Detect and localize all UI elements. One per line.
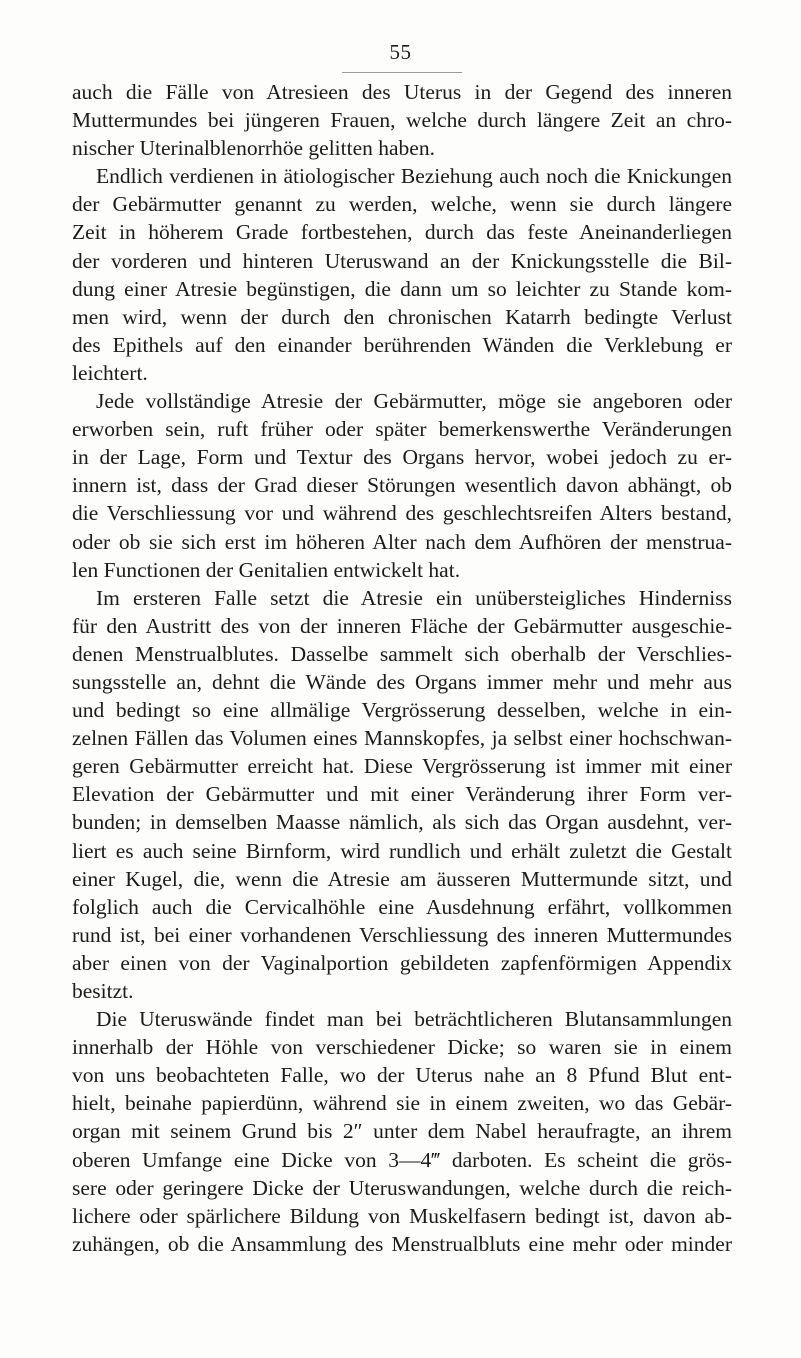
text-line: für den Austritt des von der inneren Fläche der Gebärmutter ausgeschie- [72,613,732,638]
text-line: hielt, beinahe papierdünn, während sie in einem zweiten, wo das Gebär- [72,1091,732,1116]
text-line: auch die Fälle von Atresieen des Uterus in der Gegend des inneren [72,80,732,104]
body-text [72,78,732,1258]
text-line: besitzt. [72,979,134,1003]
text-line: nischer Uterinalblenorrhöe gelitten haben. [72,136,435,161]
text-line: sungsstelle an, dehnt die Wände des Organs immer mehr und mehr aus [72,669,732,694]
text-line: Muttermundes bei jüngeren Frauen, welche durch längere Zeit an chro- [72,108,732,133]
text-line: aber einen von der Vaginalportion gebildeten zapfenförmigen Appendix [72,950,732,975]
text-line: folglich auch die Cervicalhöhle eine Ausdehnung erfährt, vollkommen [72,894,732,919]
text-line: der vorderen und hinteren Uteruswand an der Knickungsstelle die Bil- [72,248,732,273]
text-line: die Verschliessung vor und während des geschlechtsreifen Alters bestand, [72,501,732,526]
text-line: in der Lage, Form und Textur des Organs hervor, wobei jedoch zu er- [72,445,732,470]
text-line: leichtert. [72,360,148,385]
text-line: len Functionen der Genitalien entwickelt hat. [72,557,461,582]
text-line: zuhängen, ob die Ansammlung des Menstrualbluts eine mehr oder minder [72,1231,732,1256]
text-line: Endlich verdienen in ätiologischer Beziehung auch noch die Knickungen [96,164,732,189]
text-line: und bedingt so eine allmälige Vergrösserung desselben, welche in ein- [72,698,732,723]
text-line: dung einer Atresie begünstigen, die dann um so leichter zu Stande kom- [72,276,732,301]
page-number-rule [342,72,462,73]
text-line: bunden; in demselben Maasse nämlich, als sich das Organ ausdehnt, ver- [72,810,732,835]
text-line: Die Uteruswände findet man bei beträchtlicheren Blutansammlungen [96,1007,732,1032]
text-line: rund ist, bei einer vorhandenen Verschliessung des inneren Muttermundes [72,922,732,947]
text-line: organ mit seinem Grund bis 2″ unter dem Nabel heraufragte, an ihrem [72,1119,732,1144]
page-number: 55 [389,40,412,64]
text-line: denen Menstrualblutes. Dasselbe sammelt sich oberhalb der Verschlies- [72,641,732,666]
text-line: oder ob sie sich erst im höheren Alter nach dem Aufhören der menstrua- [72,529,732,554]
text-line: einer Kugel, die, wenn die Atresie am äusseren Muttermunde sitzt, und [72,866,732,891]
text-line: innern ist, dass der Grad dieser Störungen wesentlich davon abhängt, ob [72,473,732,498]
text-line: sere oder geringere Dicke der Uteruswandungen, welche durch die reich- [72,1175,732,1200]
text-line: oberen Umfange eine Dicke von 3—4‴ darboten. Es scheint die grös- [72,1147,732,1172]
text-line: liert es auch seine Birnform, wird rundlich und erhält zuletzt die Gestalt [72,838,732,863]
text-line: zelnen Fällen das Volumen eines Mannskopfes, ja selbst einer hochschwan- [72,726,732,751]
text-line: des Epithels auf den einander berührenden Wänden die Verklebung er [72,332,732,357]
text-line: Zeit in höherem Grade fortbestehen, durch das feste Aneinanderliegen [72,220,732,245]
text-line: Jede vollständige Atresie der Gebärmutter, möge sie angeboren oder [96,389,732,414]
text-line: Im ersteren Falle setzt die Atresie ein unübersteigliches Hinderniss [96,585,732,610]
text-line: men wird, wenn der durch den chronischen Katarrh bedingte Verlust [72,304,732,329]
text-line: der Gebärmutter genannt zu werden, welche, wenn sie durch längere [72,192,732,217]
text-line: geren Gebärmutter erreicht hat. Diese Vergrösserung ist immer mit einer [72,754,732,779]
text-line: innerhalb der Höhle von verschiedener Dicke; so waren sie in einem [72,1035,732,1060]
text-line: erworben sein, ruft früher oder später bemerkenswerthe Veränderungen [72,417,732,442]
text-line: Elevation der Gebärmutter und mit einer Veränderung ihrer Form ver- [72,782,732,807]
text-line: von uns beobachteten Falle, wo der Uterus nahe an 8 Pfund Blut ent- [72,1063,732,1088]
text-line: lichere oder spärlichere Bildung von Muskelfasern bedingt ist, davon ab- [72,1203,732,1228]
